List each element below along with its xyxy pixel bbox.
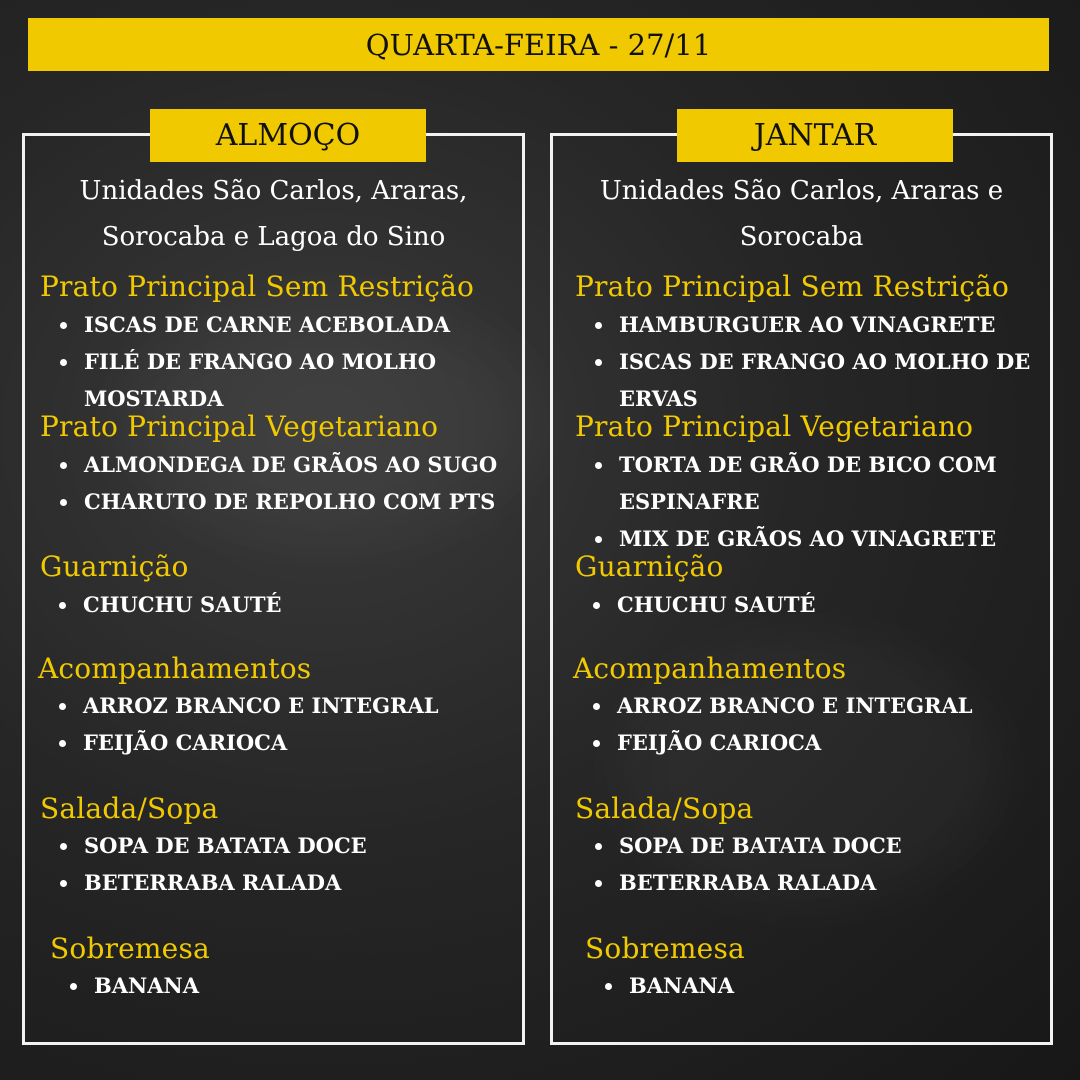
lunch-garnish-list [59, 586, 281, 623]
dinner-units-line: Sorocaba [739, 222, 864, 252]
list-item-continuation [595, 483, 997, 520]
list-item: CHUCHU SAUTÉ [59, 586, 281, 623]
dinner-dessert-list [605, 967, 734, 1004]
dinner-garnish-title: Guarnição [575, 550, 724, 583]
list-item: FEIJÃO CARIOCA [59, 724, 439, 761]
dinner-salad-title: Salada/Sopa [575, 792, 754, 825]
lunch-veg-list [60, 446, 497, 520]
list-item-text: ERVAS [619, 386, 698, 411]
list-item: SOPA DE BATATA DOCE [60, 827, 367, 864]
lunch-main-title: Prato Principal Sem Restrição [40, 270, 475, 303]
lunch-salad-list [60, 827, 367, 901]
lunch-garnish-title: Guarnição [40, 550, 189, 583]
date-header [28, 18, 1049, 71]
dinner-veg-title: Prato Principal Vegetariano [575, 410, 974, 443]
lunch-sides-title: Acompanhamentos [38, 652, 312, 685]
dinner-salad-list [595, 827, 902, 901]
dinner-sides-title: Acompanhamentos [573, 652, 847, 685]
list-item: MIX DE GRÃOS AO VINAGRETE [595, 520, 997, 557]
list-item-text: ESPINAFRE [619, 489, 760, 514]
lunch-tab [150, 109, 426, 162]
lunch-tab-label: ALMOÇO [215, 118, 361, 153]
list-item: ISCAS DE CARNE ACEBOLADA [60, 306, 450, 343]
lunch-main-list [60, 306, 450, 417]
dinner-sides-list [593, 687, 973, 761]
dinner-units-line: Unidades São Carlos, Araras e [599, 176, 1004, 206]
list-item: ARROZ BRANCO E INTEGRAL [59, 687, 439, 724]
lunch-units-line: Unidades São Carlos, Araras, [79, 176, 468, 206]
date-title: QUARTA-FEIRA - 27/11 [365, 27, 712, 62]
lunch-units-line: Sorocaba e Lagoa do Sino [101, 222, 446, 252]
dinner-garnish-list [593, 586, 815, 623]
list-item: ISCAS DE FRANGO AO MOLHO DE [595, 343, 1030, 380]
lunch-dessert-title: Sobremesa [50, 932, 210, 965]
lunch-panel [22, 118, 525, 1045]
dinner-main-title: Prato Principal Sem Restrição [575, 270, 1010, 303]
list-item: CHUCHU SAUTÉ [593, 586, 815, 623]
lunch-sides-list [59, 687, 439, 761]
dinner-veg-list [595, 446, 997, 557]
list-item: ARROZ BRANCO E INTEGRAL [593, 687, 973, 724]
lunch-units [25, 168, 522, 260]
list-item: BETERRABA RALADA [595, 864, 902, 901]
list-item: SOPA DE BATATA DOCE [595, 827, 902, 864]
lunch-dessert-list [70, 967, 199, 1004]
dinner-main-list [595, 306, 1030, 417]
list-item: BANANA [70, 967, 199, 1004]
list-item: CHARUTO DE REPOLHO COM PTS [60, 483, 497, 520]
list-item: HAMBURGUER AO VINAGRETE [595, 306, 1030, 343]
dinner-tab-label: JANTAR [753, 118, 877, 153]
list-item: FEIJÃO CARIOCA [593, 724, 973, 761]
list-item: FILÉ DE FRANGO AO MOLHO [60, 343, 450, 380]
lunch-salad-title: Salada/Sopa [40, 792, 219, 825]
list-item: TORTA DE GRÃO DE BICO COM [595, 446, 997, 483]
list-item: BETERRABA RALADA [60, 864, 367, 901]
lunch-veg-title: Prato Principal Vegetariano [40, 410, 439, 443]
dinner-tab [677, 109, 953, 162]
dinner-units [553, 168, 1050, 260]
dinner-panel [550, 118, 1053, 1045]
list-item: ALMONDEGA DE GRÃOS AO SUGO [60, 446, 497, 483]
dinner-dessert-title: Sobremesa [585, 932, 745, 965]
list-item-text: MOSTARDA [84, 386, 224, 411]
list-item: BANANA [605, 967, 734, 1004]
